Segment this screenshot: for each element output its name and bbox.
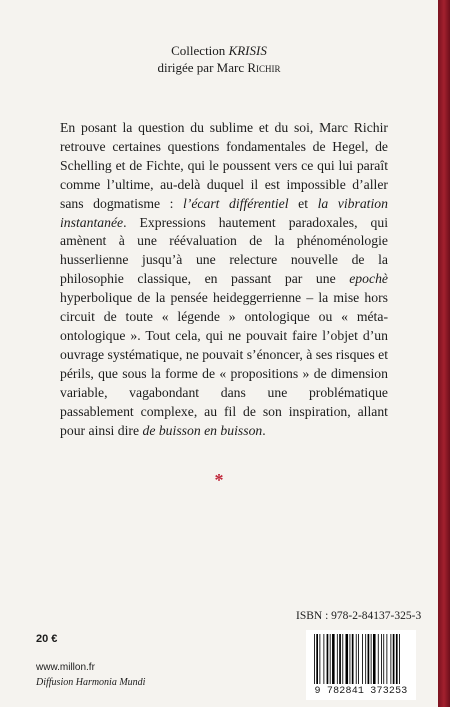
isbn-label: ISBN : 978-2-84137-325-3 xyxy=(296,610,422,622)
barcode-block xyxy=(306,630,416,700)
barcode-digits: 9 782841 373253 xyxy=(314,686,408,697)
blurb-segment: En posant la question du sublime et du soi, Marc Richir retrouve certaines questions fondamentales de Hegel, de Schelling et de Fichte, qui le poussent vers ce qui lui paraît comme l’ultime, au-delà duquel il est impossible d’aller sans dogmatisme : xyxy=(60,120,388,211)
price-label: 20 € xyxy=(36,633,58,645)
blurb-italic: de buisson en buisson xyxy=(142,422,263,438)
blurb-segment: et xyxy=(288,195,318,211)
blurb-italic: epochè xyxy=(349,271,388,287)
editor-line xyxy=(0,59,438,76)
blurb-paragraph xyxy=(60,119,388,440)
blurb-segment: hyperbolique de la pensée heideggerrienne – la mise hors circuit de toute « légende » ontologique ou « méta-ontologique ». Tout cela, qui ne pouvait faire l’objet d’un ouvrage systématique, ne pouvait s’énoncer, à ses risques et périls, que sous la forme de « propositions » de dimension variable, vagabondant dans une problématique passablement complexe, au fil de son inspiration, allant pour ainsi dire xyxy=(60,290,388,438)
blurb-italic: l’écart différentiel xyxy=(182,195,289,211)
blurb-text xyxy=(60,119,388,440)
distribution-label: Diffusion Harmonia Mundi xyxy=(36,677,146,688)
blurb-segment: . Expressions hautement paradoxales, qui amènent à une réévaluation de la phénoménologie husserlienne jusqu’à une relecture nouvelle de la philosophie classique, en passant par une xyxy=(60,214,388,287)
collection-line xyxy=(0,42,438,59)
collection-name: KRISIS xyxy=(228,43,267,58)
collection-header xyxy=(0,42,438,76)
publisher-website: www.millon.fr xyxy=(36,662,95,673)
blurb-italic: la vibration instantanée xyxy=(60,195,388,230)
editor-prefix: dirigée par Marc xyxy=(157,60,248,75)
barcode-image xyxy=(314,634,408,684)
spine-edge xyxy=(438,0,450,707)
editor-surname: Richir xyxy=(247,60,281,75)
blurb-segment: . xyxy=(262,422,266,438)
collection-prefix: Collection xyxy=(171,43,229,58)
asterisk-ornament: * xyxy=(214,470,224,490)
